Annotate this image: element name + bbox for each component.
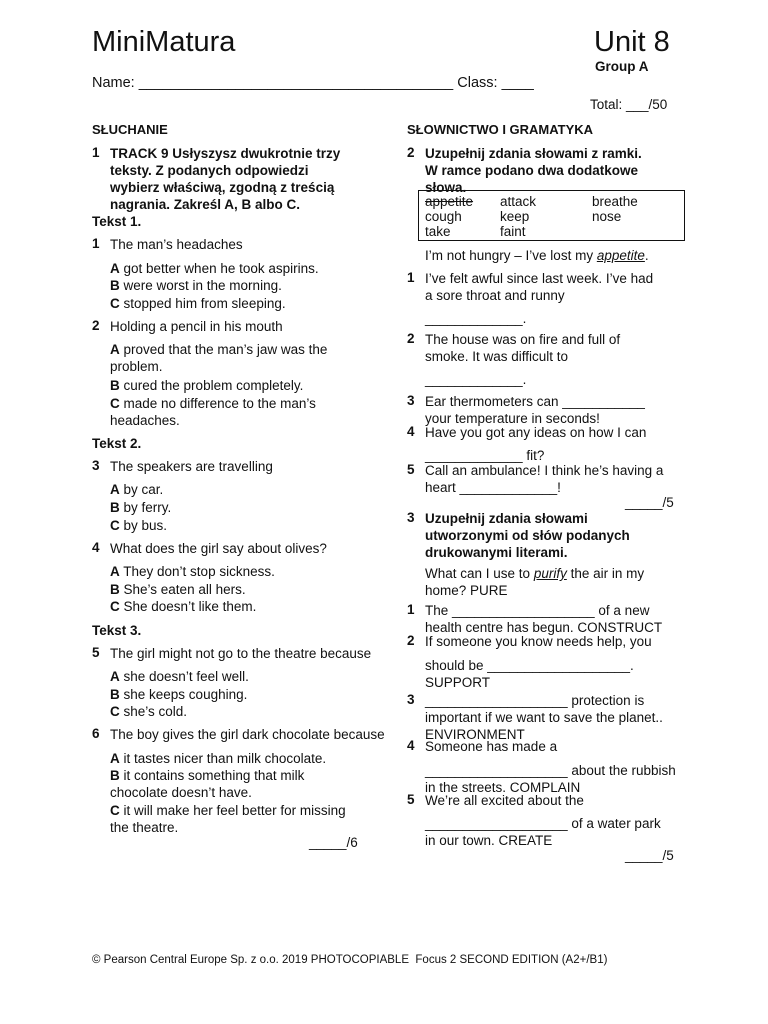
option-b: B were worst in the morning.	[110, 278, 282, 293]
word-box-item: cough	[425, 209, 462, 224]
task-number: 2	[407, 145, 415, 160]
item-text: Have you got any ideas on how I can	[425, 425, 647, 440]
task-number: 1	[92, 145, 100, 160]
question-text: The girl might not go to the theatre because	[110, 646, 372, 661]
option-a: A proved that the man’s jaw was the problem.	[110, 342, 328, 374]
option-c: C she’s cold.	[110, 704, 188, 719]
example-sentence: I’m not hungry – I’ve lost my appetite.	[425, 248, 649, 263]
item-text: The ___________________ of a new health centre has begun. CONSTRUCT	[425, 603, 663, 635]
word-box-item: keep	[500, 209, 530, 224]
item-text: We’re all excited about the	[425, 793, 584, 808]
word-box-item: take	[425, 224, 451, 239]
tekst-1-heading: Tekst 1.	[92, 214, 142, 229]
item-number: 3	[407, 393, 415, 408]
word-box-item: appetite	[425, 194, 474, 209]
item-text: Call an ambulance! I think he’s having a heart _____________!	[425, 463, 664, 495]
task-instruction: Uzupełnij zdania słowami utworzonymi od słów podanych drukowanymi literami.	[425, 511, 630, 560]
question-number: 2	[92, 318, 100, 333]
name-class-line: Name: _______________________________________ Class: ____	[92, 75, 534, 91]
option-a: A by car.	[110, 482, 164, 497]
word-box-item: faint	[500, 224, 526, 239]
task-number: 3	[407, 510, 415, 525]
option-a: A They don’t stop sickness.	[110, 564, 275, 579]
item-text: Ear thermometers can ___________ your temperature in seconds!	[425, 394, 645, 426]
option-c: C by bus.	[110, 518, 168, 533]
item-number: 4	[407, 738, 415, 753]
score-listening: _____/6	[309, 835, 358, 850]
example-sentence: What can I use to purify the air in my home? PURE	[425, 566, 645, 598]
item-number: 1	[407, 270, 415, 285]
option-b: B She’s eaten all hers.	[110, 582, 246, 597]
option-b: B it contains something that milk chocolate doesn’t have.	[110, 768, 305, 800]
item-text: should be ___________________. SUPPORT	[425, 658, 634, 690]
option-c: C made no difference to the man’s headaches.	[110, 396, 316, 428]
option-a: A it tastes nicer than milk chocolate.	[110, 751, 327, 766]
score-task3: _____/5	[625, 848, 674, 863]
answer-blank[interactable]: _____________ fit?	[425, 448, 545, 463]
section-heading-listening: SŁUCHANIE	[92, 122, 168, 137]
item-number: 2	[407, 633, 415, 648]
item-text: ___________________ protection is important if we want to save the planet.. ENVIRONMENT	[425, 693, 663, 742]
question-number: 3	[92, 458, 100, 473]
option-a: A she doesn’t feel well.	[110, 669, 249, 684]
option-c: C She doesn’t like them.	[110, 599, 257, 614]
question-number: 4	[92, 540, 100, 555]
item-text: Someone has made a	[425, 739, 558, 754]
word-box	[418, 190, 685, 241]
question-text: The speakers are travelling	[110, 459, 273, 474]
task-instruction: TRACK 9 Usłyszysz dwukrotnie trzy teksty. Z podanych odpowiedzi wybierz właściwą, zgodną z treścią nagrania. Zakreśl A, B albo C.	[110, 146, 341, 212]
page-title: MiniMatura	[92, 26, 236, 58]
question-text: What does the girl say about olives?	[110, 541, 327, 556]
question-number: 1	[92, 236, 100, 251]
item-text: ___________________ about the rubbish in the streets. COMPLAIN	[425, 763, 676, 795]
question-text: Holding a pencil in his mouth	[110, 319, 283, 334]
tekst-3-heading: Tekst 3.	[92, 623, 142, 638]
answer-blank[interactable]: _____________.	[425, 372, 527, 387]
option-a: A got better when he took aspirins.	[110, 261, 319, 276]
section-heading-vocab: SŁOWNICTWO I GRAMATYKA	[407, 122, 594, 137]
item-text: ___________________ of a water park in our town. CREATE	[425, 816, 661, 848]
item-number: 1	[407, 602, 415, 617]
option-c: C stopped him from sleeping.	[110, 296, 286, 311]
item-text: I’ve felt awful since last week. I’ve had a sore throat and runny	[425, 271, 654, 303]
option-b: B cured the problem completely.	[110, 378, 304, 393]
unit-label: Unit 8	[594, 26, 670, 58]
item-number: 5	[407, 462, 415, 477]
item-text: The house was on fire and full of smoke. It was difficult to	[425, 332, 621, 364]
word-box-item: attack	[500, 194, 537, 209]
option-b: B by ferry.	[110, 500, 172, 515]
score-task2: _____/5	[625, 495, 674, 510]
word-box-item: nose	[592, 209, 622, 224]
word-box-item: breathe	[592, 194, 638, 209]
answer-blank[interactable]: _____________.	[425, 311, 527, 326]
question-number: 6	[92, 726, 100, 741]
option-c: C it will make her feel better for missing the theatre.	[110, 803, 346, 835]
task-instruction: Uzupełnij zdania słowami z ramki. W ramce podano dwa dodatkowe słowa.	[425, 146, 642, 195]
tekst-2-heading: Tekst 2.	[92, 436, 142, 451]
option-b: B she keeps coughing.	[110, 687, 248, 702]
group-label: Group A	[595, 59, 649, 74]
footer-copyright: © Pearson Central Europe Sp. z o.o. 2019 PHOTOCOPIABLE Focus 2 SECOND EDITION (A2+/B1)	[92, 954, 608, 966]
total-score: Total: ___/50	[590, 97, 668, 112]
item-text: If someone you know needs help, you	[425, 634, 652, 649]
item-number: 2	[407, 331, 415, 346]
item-number: 5	[407, 792, 415, 807]
question-number: 5	[92, 645, 100, 660]
question-text: The man’s headaches	[110, 237, 243, 252]
question-text: The boy gives the girl dark chocolate because	[110, 727, 385, 742]
item-number: 4	[407, 424, 415, 439]
item-number: 3	[407, 692, 415, 707]
